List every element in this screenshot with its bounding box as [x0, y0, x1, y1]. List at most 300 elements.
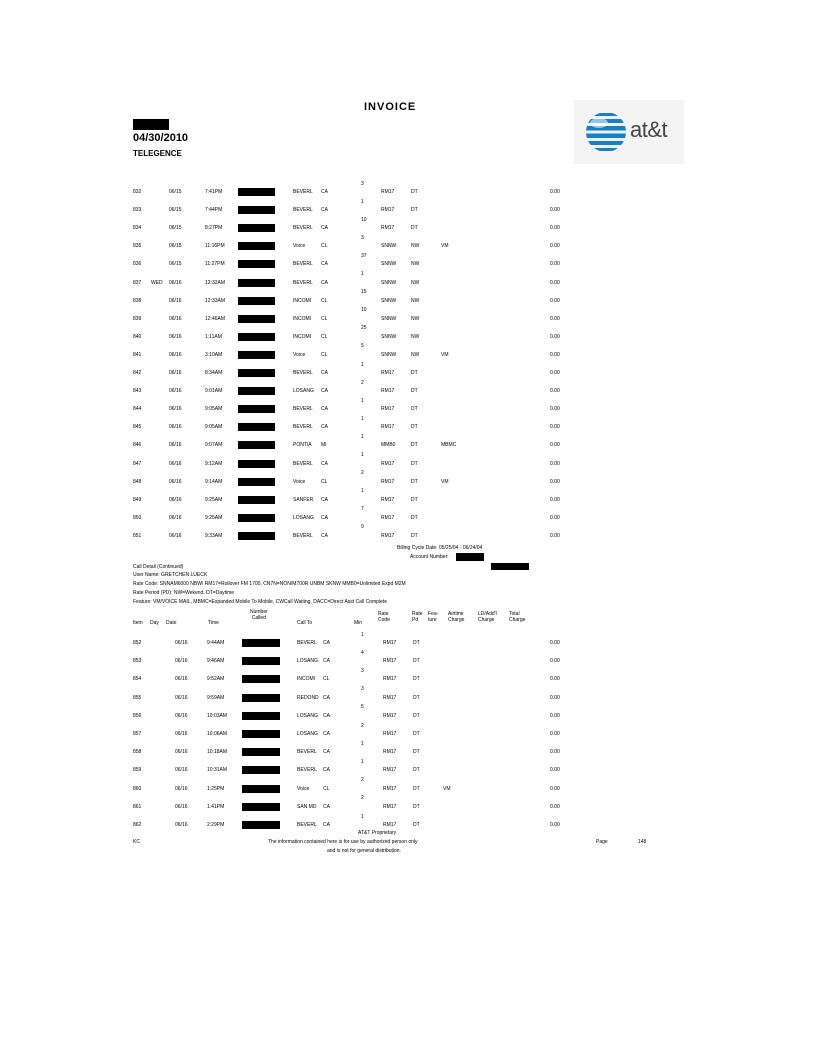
- cell-period: DT: [413, 676, 420, 683]
- cell-time: 9:25AM: [205, 496, 223, 503]
- cell-time: 3:10AM: [205, 351, 223, 358]
- cell-day: WED: [151, 279, 163, 286]
- cell-item: 856: [133, 712, 142, 719]
- col-time: Time: [208, 620, 219, 626]
- cell-item: 843: [133, 388, 142, 395]
- cell-place: INCOMI: [293, 333, 312, 340]
- cell-date: 06/16: [175, 676, 188, 683]
- table-row: [0, 479, 816, 485]
- cell-state: CA: [323, 694, 330, 701]
- cell-date: 06/15: [169, 189, 182, 195]
- cell-period: DT: [413, 712, 420, 719]
- cell-rate-code: RM17: [383, 658, 397, 665]
- cell-total: 0.00: [550, 803, 560, 810]
- cell-rate-code: RM17: [383, 749, 397, 756]
- cell-min: 1: [361, 631, 364, 638]
- cell-total: 0.00: [550, 514, 560, 521]
- detail-heading: Call Detail (Continued): [133, 564, 184, 570]
- redacted-account: [456, 553, 484, 561]
- cell-item: 834: [133, 225, 142, 232]
- redacted-number: [242, 821, 280, 829]
- cell-time: 8:27PM: [205, 225, 223, 232]
- cell-min: 10: [361, 307, 367, 314]
- cell-total: 0.00: [550, 207, 560, 214]
- cell-total: 0.00: [550, 406, 560, 413]
- globe-icon: [584, 110, 628, 154]
- footer-code: KC: [133, 839, 140, 845]
- cell-min: 3: [361, 667, 364, 674]
- cell-state: CL: [321, 315, 328, 322]
- table-row: [0, 280, 816, 286]
- cell-state: CL: [323, 676, 330, 683]
- cell-period: NW: [411, 351, 420, 358]
- cell-rate-code: RM17: [383, 767, 397, 774]
- redacted-number: [238, 460, 275, 468]
- cell-place: BEVERL: [293, 370, 313, 376]
- table-row: [0, 658, 816, 664]
- cell-rate-code: RM17: [381, 460, 395, 467]
- cell-period: NW: [411, 297, 420, 304]
- page-number: 148: [638, 839, 647, 845]
- table-row: [0, 749, 816, 755]
- table-row: [0, 497, 816, 503]
- redacted-number: [238, 297, 275, 305]
- col-airtime: Airtime Charge: [448, 611, 465, 623]
- cell-rate-code: SNNW: [381, 315, 397, 322]
- cell-state: CL: [321, 478, 328, 485]
- cell-state: CA: [321, 406, 328, 413]
- cell-rate-code: MMB0: [381, 442, 396, 449]
- cell-time: 1:25PM: [207, 785, 225, 792]
- cell-min: 1: [361, 488, 364, 495]
- table-row: [0, 713, 816, 719]
- cell-date: 06/16: [169, 460, 182, 467]
- cell-place: BEVERL: [293, 189, 313, 195]
- cell-time: 10:18AM: [207, 749, 228, 756]
- cell-item: 832: [133, 189, 142, 195]
- cell-place: BEVERL: [293, 261, 313, 268]
- rate-period-legend: Rate Period (PD): NW=Wekend, DT=Daytime: [133, 590, 235, 596]
- cell-total: 0.00: [550, 676, 560, 683]
- redacted-block: [133, 119, 169, 130]
- cell-date: 06/16: [175, 785, 188, 792]
- cell-date: 06/15: [169, 243, 182, 250]
- cell-place: BEVERL: [297, 822, 317, 828]
- cell-state: CL: [321, 297, 328, 304]
- cell-place: LOSANG: [297, 658, 318, 665]
- table-row: [0, 243, 816, 249]
- cell-time: 8:34AM: [205, 370, 223, 376]
- cell-time: 9:25AM: [205, 514, 223, 521]
- cell-place: LOSANG: [297, 731, 318, 737]
- cell-total: 0.00: [550, 333, 560, 340]
- cell-place: Voice: [297, 785, 310, 792]
- cell-state: CA: [321, 261, 328, 268]
- cell-item: 840: [133, 333, 142, 340]
- cell-period: DT: [413, 749, 420, 756]
- cell-time: 1:41PM: [207, 803, 225, 810]
- cell-rate-code: RM17: [381, 370, 395, 376]
- cell-min: 1: [361, 271, 364, 277]
- cell-date: 06/16: [169, 532, 182, 539]
- table-row: [0, 533, 816, 539]
- cell-feature: VM: [441, 351, 449, 358]
- cell-rate-code: RM17: [381, 189, 395, 195]
- cell-date: 06/16: [175, 712, 188, 719]
- cell-period: DT: [413, 785, 420, 792]
- cell-state: CA: [323, 640, 330, 646]
- cell-item: 850: [133, 514, 142, 521]
- cell-state: CA: [321, 514, 328, 521]
- cell-place: PONTIA: [293, 442, 312, 449]
- cell-rate-code: SNNW: [381, 243, 397, 250]
- cell-date: 06/16: [175, 731, 188, 737]
- col-day: Day: [150, 620, 159, 626]
- cell-period: DT: [411, 406, 418, 413]
- cell-rate-code: SNNW: [381, 351, 397, 358]
- cell-rate-code: RM17: [381, 225, 395, 232]
- cell-period: NW: [411, 279, 420, 286]
- cell-rate-code: RM17: [381, 478, 395, 485]
- cell-feature: VM: [441, 478, 449, 485]
- cell-time: 9:07AM: [205, 442, 223, 449]
- redacted-number: [238, 242, 275, 250]
- cell-total: 0.00: [550, 351, 560, 358]
- cell-date: 06/16: [169, 351, 182, 358]
- cell-state: CL: [321, 243, 328, 250]
- col-number-called: Number Called: [250, 609, 268, 621]
- cell-min: 7: [361, 506, 364, 513]
- cell-place: INCOMI: [293, 315, 312, 322]
- redacted-number: [242, 748, 280, 756]
- cell-place: LOSANG: [293, 514, 314, 521]
- cell-item: 842: [133, 370, 142, 376]
- cell-rate-code: SNNW: [381, 279, 397, 286]
- cell-time: 12:46AM: [205, 315, 226, 322]
- cell-total: 0.00: [550, 225, 560, 232]
- cell-min: 3: [361, 180, 364, 187]
- cell-date: 06/16: [175, 767, 188, 774]
- cell-date: 06/16: [175, 640, 188, 646]
- confidentiality-line-1: The information contained here is for use by authorized person only: [268, 839, 418, 845]
- cell-place: BEVERL: [293, 532, 313, 539]
- redacted-number: [242, 730, 280, 738]
- cell-time: 2:29PM: [207, 822, 225, 828]
- cell-rate-code: RM17: [381, 496, 395, 503]
- cell-period: DT: [411, 189, 418, 195]
- cell-min: 1: [361, 740, 364, 747]
- cell-state: CA: [321, 460, 328, 467]
- cell-rate-code: SNNW: [381, 333, 397, 340]
- cell-rate-code: RM17: [383, 731, 397, 737]
- cell-state: CA: [321, 207, 328, 214]
- cell-rate-code: SNNW: [381, 297, 397, 304]
- cell-period: DT: [411, 496, 418, 503]
- redacted-number: [238, 405, 275, 413]
- cell-state: CA: [323, 822, 330, 828]
- cell-state: CL: [321, 351, 328, 358]
- company-name: TELEGENCE: [133, 149, 182, 158]
- cell-total: 0.00: [550, 731, 560, 737]
- redacted-number: [238, 514, 275, 522]
- cell-item: 849: [133, 496, 142, 503]
- cell-total: 0.00: [550, 315, 560, 322]
- user-name: User Name: GRETCHEN LUECK: [133, 572, 208, 578]
- cell-date: 06/16: [169, 388, 182, 395]
- cell-date: 06/16: [169, 406, 182, 413]
- cell-time: 12:33AM: [205, 297, 226, 304]
- cell-item: 852: [133, 640, 142, 646]
- rate-code-legend: Rate Code: SNNAM6000 NBW/ RM17=Rollover FM 1700, CN7N=NON/M700R UNBM SKNW MMB0=Unlimited Expd M2M: [133, 581, 406, 587]
- redacted-number: [238, 351, 275, 359]
- redacted-number: [238, 224, 275, 232]
- cell-feature: VM: [443, 785, 451, 792]
- cell-item: 838: [133, 297, 142, 304]
- cell-state: CA: [321, 532, 328, 539]
- col-date: Date: [166, 620, 177, 626]
- redacted-number: [238, 441, 275, 449]
- redacted-number: [242, 803, 280, 811]
- cell-time: 9:05AM: [205, 424, 223, 431]
- table-row: [0, 298, 816, 304]
- cell-item: 836: [133, 261, 142, 268]
- cell-min: 1: [361, 452, 364, 458]
- cell-date: 06/16: [175, 694, 188, 701]
- cell-rate-code: RM17: [383, 712, 397, 719]
- table-row: [0, 334, 816, 340]
- redacted-number: [238, 369, 275, 377]
- cell-min: 2: [361, 722, 364, 729]
- confidentiality-line-2: and is not for general distribution.: [327, 848, 401, 854]
- cell-state: CA: [321, 279, 328, 286]
- redacted-number: [238, 279, 275, 287]
- cell-time: 7:44PM: [205, 207, 223, 214]
- cell-state: CA: [321, 424, 328, 431]
- col-total: Total Charge: [509, 611, 526, 623]
- table-row: [0, 388, 816, 394]
- cell-rate-code: RM17: [381, 424, 395, 431]
- cell-state: CA: [323, 731, 330, 737]
- cell-time: 11:27PM: [205, 261, 225, 268]
- cell-place: BEVERL: [293, 424, 313, 431]
- cell-place: BEVERL: [293, 225, 313, 232]
- cell-item: 845: [133, 424, 142, 431]
- cell-state: CA: [321, 496, 328, 503]
- cell-time: 9:01AM: [205, 388, 223, 395]
- cell-date: 06/16: [169, 297, 182, 304]
- cell-place: Voice: [293, 478, 306, 485]
- cell-place: Voice: [293, 243, 306, 250]
- cell-item: 851: [133, 532, 142, 539]
- redacted-block: [491, 563, 529, 570]
- cell-time: 9:46AM: [207, 658, 225, 665]
- cell-time: 7:41PM: [205, 189, 223, 195]
- cell-date: 06/16: [169, 478, 182, 485]
- cell-total: 0.00: [550, 370, 560, 376]
- cell-date: 06/16: [169, 424, 182, 431]
- cell-feature: MBMC: [441, 442, 457, 449]
- cell-rate-code: SNNW: [381, 261, 397, 268]
- cell-time: 10:03AM: [207, 712, 228, 719]
- cell-total: 0.00: [550, 822, 560, 828]
- cell-rate-code: RM17: [381, 406, 395, 413]
- cell-place: BEVERL: [293, 207, 313, 214]
- cell-total: 0.00: [550, 785, 560, 792]
- redacted-number: [242, 639, 280, 647]
- cell-date: 06/16: [175, 749, 188, 756]
- cell-total: 0.00: [550, 261, 560, 268]
- cell-total: 0.00: [550, 189, 560, 195]
- cell-state: CA: [321, 370, 328, 376]
- table-row: [0, 515, 816, 521]
- cell-time: 11:16PM: [205, 243, 225, 250]
- table-row: [0, 676, 816, 682]
- cell-period: DT: [411, 460, 418, 467]
- cell-rate-code: RM17: [383, 676, 397, 683]
- table-row: [0, 207, 816, 213]
- table-row: [0, 225, 816, 231]
- cell-date: 06/15: [169, 261, 182, 268]
- col-feature: Fea- ture: [428, 611, 439, 623]
- cell-item: 837: [133, 279, 142, 286]
- cell-rate-code: RM17: [383, 822, 397, 828]
- cell-period: DT: [411, 424, 418, 431]
- redacted-number: [238, 206, 275, 214]
- cell-period: DT: [411, 532, 418, 539]
- cell-period: NW: [411, 333, 420, 340]
- table-row: [0, 406, 816, 412]
- cell-min: 1: [361, 433, 364, 440]
- cell-place: INCOMI: [297, 676, 316, 683]
- cell-state: CA: [321, 388, 328, 395]
- cell-item: 848: [133, 478, 142, 485]
- cell-period: NW: [411, 261, 420, 268]
- invoice-date: 04/30/2010: [133, 132, 189, 144]
- cell-rate-code: RM17: [383, 803, 397, 810]
- cell-place: BEVERL: [297, 749, 317, 756]
- cell-item: 833: [133, 207, 142, 214]
- cell-rate-code: RM17: [381, 514, 395, 521]
- page-label: Page: [596, 839, 608, 845]
- redacted-number: [242, 694, 280, 702]
- cell-item: 841: [133, 351, 142, 358]
- cell-period: DT: [413, 731, 420, 737]
- cell-total: 0.00: [550, 640, 560, 646]
- cell-place: BEVERL: [297, 640, 317, 646]
- cell-min: 1: [361, 361, 364, 368]
- cell-period: DT: [413, 694, 420, 701]
- cell-min: 2: [361, 777, 364, 784]
- cell-min: 2: [361, 379, 364, 386]
- cell-min: 3: [361, 686, 364, 693]
- cell-date: 06/16: [169, 370, 182, 376]
- cell-period: DT: [411, 442, 418, 449]
- invoice-title: INVOICE: [364, 101, 417, 113]
- cell-min: 5: [361, 343, 364, 350]
- redacted-number: [238, 423, 275, 431]
- cell-place: INCOMI: [293, 297, 312, 304]
- cell-place: BEVERL: [293, 460, 313, 467]
- cell-total: 0.00: [550, 297, 560, 304]
- cell-state: CA: [323, 658, 330, 665]
- redacted-number: [238, 315, 275, 323]
- cell-min: 1: [361, 198, 364, 205]
- table-row: [0, 370, 816, 376]
- redacted-number: [242, 712, 280, 720]
- cell-state: CA: [323, 803, 330, 810]
- cell-date: 06/16: [169, 279, 182, 286]
- cell-item: 860: [133, 785, 142, 792]
- cell-total: 0.00: [550, 767, 560, 774]
- cell-period: DT: [413, 822, 420, 828]
- cell-total: 0.00: [550, 460, 560, 467]
- cell-total: 0.00: [550, 478, 560, 485]
- table-row: [0, 189, 816, 195]
- cell-state: CA: [321, 225, 328, 232]
- account-number-label: Account Number:: [410, 554, 449, 560]
- cell-period: NW: [411, 243, 420, 250]
- cell-state: CA: [321, 189, 328, 195]
- redacted-number: [238, 260, 275, 268]
- cell-time: 9:52AM: [207, 676, 225, 683]
- table-row: [0, 352, 816, 358]
- redacted-number: [238, 478, 275, 486]
- cell-period: DT: [413, 803, 420, 810]
- cell-item: 846: [133, 442, 142, 449]
- table-row: [0, 640, 816, 646]
- table-row: [0, 695, 816, 701]
- redacted-number: [242, 675, 280, 683]
- cell-state: CA: [323, 767, 330, 774]
- cell-date: 06/16: [169, 442, 182, 449]
- cell-min: 1: [361, 758, 364, 765]
- cell-period: DT: [411, 225, 418, 232]
- col-item: Item: [133, 620, 143, 626]
- cell-total: 0.00: [550, 279, 560, 286]
- table-row: [0, 822, 816, 828]
- cell-total: 0.00: [550, 388, 560, 395]
- cell-item: 858: [133, 749, 142, 756]
- cell-item: 847: [133, 460, 142, 467]
- cell-place: SAN MD: [297, 803, 317, 810]
- cell-item: 844: [133, 406, 142, 413]
- cell-time: 9:12AM: [205, 460, 223, 467]
- proprietary-label: AT&T Proprietary: [358, 830, 397, 836]
- cell-time: 9:44AM: [207, 640, 225, 646]
- table-row: [0, 786, 816, 792]
- cell-total: 0.00: [550, 712, 560, 719]
- cell-min: 10: [361, 216, 367, 223]
- redacted-number: [238, 387, 275, 395]
- cell-min: 1: [361, 397, 364, 404]
- cell-date: 06/16: [169, 333, 182, 340]
- cell-period: DT: [411, 478, 418, 485]
- logo-text: at&t: [630, 117, 668, 142]
- cell-period: DT: [411, 370, 418, 376]
- table-row: [0, 424, 816, 430]
- cell-state: CL: [321, 333, 328, 340]
- cell-time: 10:06AM: [207, 731, 228, 737]
- cell-time: 1:11AM: [205, 333, 222, 340]
- billing-cycle: Billing Cycle Date: 05/25/04 - 06/24/04: [397, 545, 483, 551]
- table-row: [0, 731, 816, 737]
- col-rate-pd: Rate Pd: [412, 611, 423, 623]
- cell-place: SANFER: [293, 496, 314, 503]
- cell-min: 5: [361, 704, 364, 711]
- cell-item: 854: [133, 676, 142, 683]
- redacted-number: [238, 532, 275, 540]
- cell-date: 06/16: [169, 315, 182, 322]
